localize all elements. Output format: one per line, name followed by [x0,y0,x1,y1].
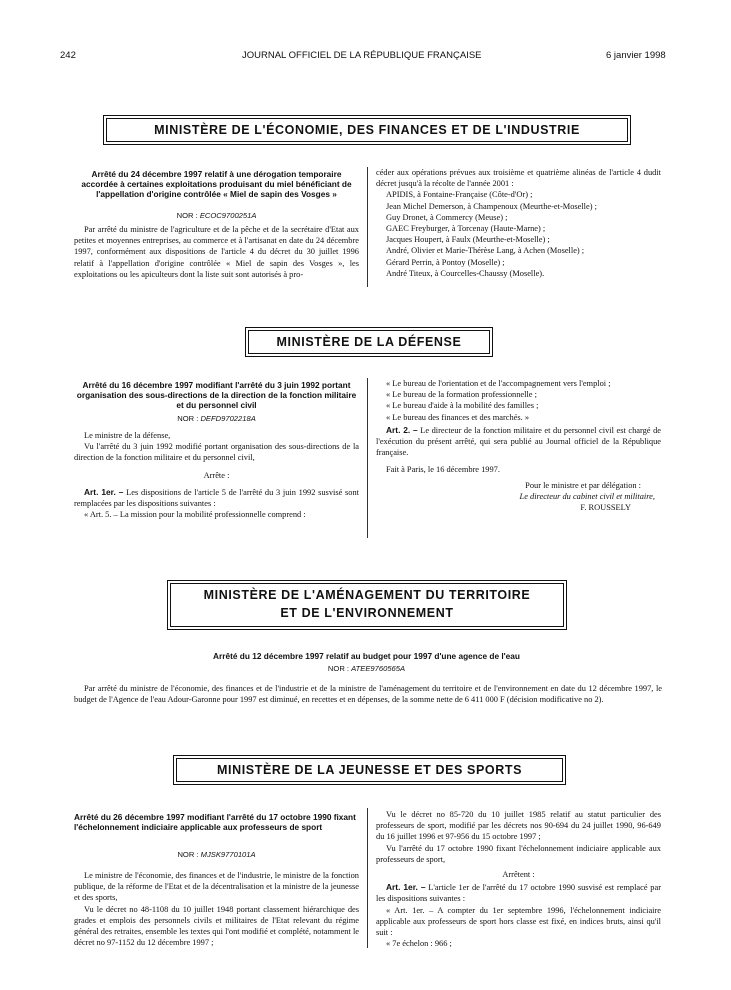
decree-body-continued [376,167,661,279]
signatory: F. ROUSSELY [580,503,631,513]
article-label: Art. 1er. – [386,882,426,893]
article-label: Art. 1er. – [84,486,124,497]
decree-title: Arrêté du 24 décembre 1997 relatif à une dérogation temporaire accordée à certaines exploitations produisant du miel bénéficiant de l'appellation d'origine contrôlée « Miel de sapin des Vosges » [81,169,352,199]
nor-reference [74,850,359,859]
article-text: Le directeur de la fonction militaire et du personnel civil est chargé de l'exécution du présent arrêté, qui sera publié au Journal officiel de la République française. [376,425,661,458]
list-item: Guy Dronet, à Commercy (Meuse) ; [386,212,508,222]
decree-body-continued [376,809,661,949]
list-item: Jean Michel Demerson, à Champenoux (Meurthe-et-Moselle) ; [386,201,597,211]
signature-title: Le directeur du cabinet civil et militaire, [519,491,655,501]
ministry-heading-defense: MINISTÈRE DE LA DÉFENSE [248,330,490,354]
nor-label: NOR : [177,414,199,423]
signature-line: Pour le ministre et par délégation : [525,480,641,490]
arrete-line: Arrête : [203,470,230,480]
paragraph: Le ministre de l'économie, des finances et de l'industrie, le ministre de la fonction publique, de la réforme de l'Etat et de la décentralisation et la ministre de la jeunesse et des sports, [74,871,359,903]
nor-code: ATEE9760565A [351,664,406,673]
paragraph: Par arrêté du ministre de l'agriculture et de la pêche et de la secrétaire d'Etat aux petites et moyennes entreprises, au commerce et à l'artisanat en date du 24 décembre 1997, conformément aux dispositions de l'article 4 du décret du 30 juillet 1996 relatif à l'appellation d'origine contrôlée « Miel de sapin des Vosges », les exploitations ou les apiculteurs dont la liste suit sont autorisés à pro- [74,225,359,279]
ministry-heading-economie: MINISTÈRE DE L'ÉCONOMIE, DES FINANCES ET DE L'INDUSTRIE [106,118,628,142]
list-item: APIDIS, à Fontaine-Française (Côte-d'Or) ; [386,190,533,200]
paragraph: céder aux opérations prévues aux troisième et quatrième alinéas de l'article 4 dudit décret jusqu'à la récolte de l'année 2001 : [376,168,661,189]
list-item: André Titeux, à Courcelles-Chaussy (Moselle). [386,268,545,278]
decree-body [74,683,662,705]
article-1 [376,882,661,904]
column-divider [367,808,368,948]
paragraph: « Le bureau d'aide à la mobilité des familles ; [386,401,539,411]
nor-label: NOR : [177,850,199,859]
decree-body [74,430,359,520]
nor-label: NOR : [327,664,350,673]
paragraph: « Le bureau de la formation professionnelle ; [386,390,537,400]
nor-reference [74,414,359,423]
column-divider [367,378,368,538]
list-item: André, Olivier et Marie-Thérèse Lang, à Achen (Moselle) ; [386,246,585,256]
article-2 [376,425,661,459]
nor-label: NOR : [176,211,198,220]
issue-date: 6 janvier 1998 [606,50,666,61]
list-item: Gérard Perrin, à Pontoy (Moselle) ; [386,257,505,267]
paragraph: Vu le décret no 85-720 du 10 juillet 1985 relatif au statut particulier des professeurs de sport, modifié par les décrets nos 90-694 du 24 juillet 1990, 96-649 du 16 juillet 1996 et 97-956 du 15 octobre 1997 ; [376,810,661,842]
article-text: Les dispositions de l'article 5 de l'arrêté du 3 juin 1992 susvisé sont remplacées par les dispositions suivantes : [74,487,359,509]
ministry-heading-line: ET DE L'ENVIRONNEMENT [280,606,454,620]
signature-place-date: Fait à Paris, le 16 décembre 1997. [386,465,500,475]
nor-reference [74,664,659,673]
nor-reference [74,211,359,220]
journal-title: JOURNAL OFFICIEL DE LA RÉPUBLIQUE FRANÇAISE [242,50,482,61]
nor-code: DEFD9702218A [200,414,256,423]
list-item: GAEC Freyburger, à Torcenay (Haute-Marne) ; [386,224,546,234]
decree-title: Arrêté du 12 décembre 1997 relatif au budget pour 1997 d'une agence de l'eau [213,651,520,661]
paragraph: Vu le décret no 48-1108 du 10 juillet 1948 portant classement hiérarchique des grades et emplois des personnels civils et militaires de l'Etat relevant du régime général des retraites, ensemble les textes qui l'ont modifié et complété, notamment le décret no 97-1152 du 12 décembre 1997 ; [74,904,359,948]
decree-body [74,224,359,280]
decree-body-continued [376,378,661,513]
arrete-line: Arrêtent : [502,870,535,880]
ministry-heading-line: MINISTÈRE DE L'AMÉNAGEMENT DU TERRITOIRE [203,588,531,602]
article-1 [74,487,359,509]
paragraph: « Le bureau de l'orientation et de l'accompagnement vers l'emploi ; [386,379,611,388]
paragraph: Vu l'arrêté du 17 octobre 1990 fixant l'échelonnement indiciaire applicable aux professeurs de sport, [376,843,661,864]
paragraph: Vu l'arrêté du 3 juin 1992 modifié portant organisation des sous-directions de la direction de la fonction militaire et du personnel civil, [74,442,359,463]
ministry-heading-amenagement [170,583,564,627]
list-item: Jacques Houpert, à Faulx (Meurthe-et-Moselle) ; [386,235,550,245]
column-divider [367,167,368,287]
decree-body [74,870,359,948]
nor-code: MJSK9770101A [200,850,256,859]
paragraph: « Le bureau des finances et des marchés. » [386,412,530,422]
paragraph: « Art. 5. – La mission pour la mobilité professionnelle comprend : [84,510,306,520]
article-label: Art. 2. – [386,424,418,435]
page-number: 242 [60,50,76,61]
paragraph: Le ministre de la défense, [84,431,171,440]
nor-code: ECOC9700251A [199,211,257,220]
ministry-heading-jeunesse: MINISTÈRE DE LA JEUNESSE ET DES SPORTS [176,758,563,782]
paragraph: « Art. 1er. – A compter du 1er septembre 1996, l'échelonnement indiciaire applicable aux professeurs de sport hors classe est fixé, en indices bruts, ainsi qu'il suit : [376,905,661,938]
decree-title: Arrêté du 16 décembre 1997 modifiant l'arrêté du 3 juin 1992 portant organisation des sous-directions de la direction de la fonction militaire et du personnel civil [76,380,357,410]
decree-title: Arrêté du 26 décembre 1997 modifiant l'arrêté du 17 octobre 1990 fixant l'échelonnement indiciaire applicable aux professeurs de sport [74,812,356,832]
article-text: L'article 1er de l'arrêté du 17 octobre 1990 susvisé est remplacé par les dispositions suivantes : [376,883,661,904]
paragraph: Par arrêté du ministre de l'économie, des finances et de l'industrie et de la ministre de l'aménagement du territoire et de l'environnement en date du 12 décembre 1997, le budget de l'Agence de l'eau Adour-Garonne pour 1997 est diminué, en recettes et en dépenses, de la somme nette de 6 411 000 F (décision modificative no 2). [74,684,662,705]
paragraph: « 7e échelon : 966 ; [386,939,452,949]
